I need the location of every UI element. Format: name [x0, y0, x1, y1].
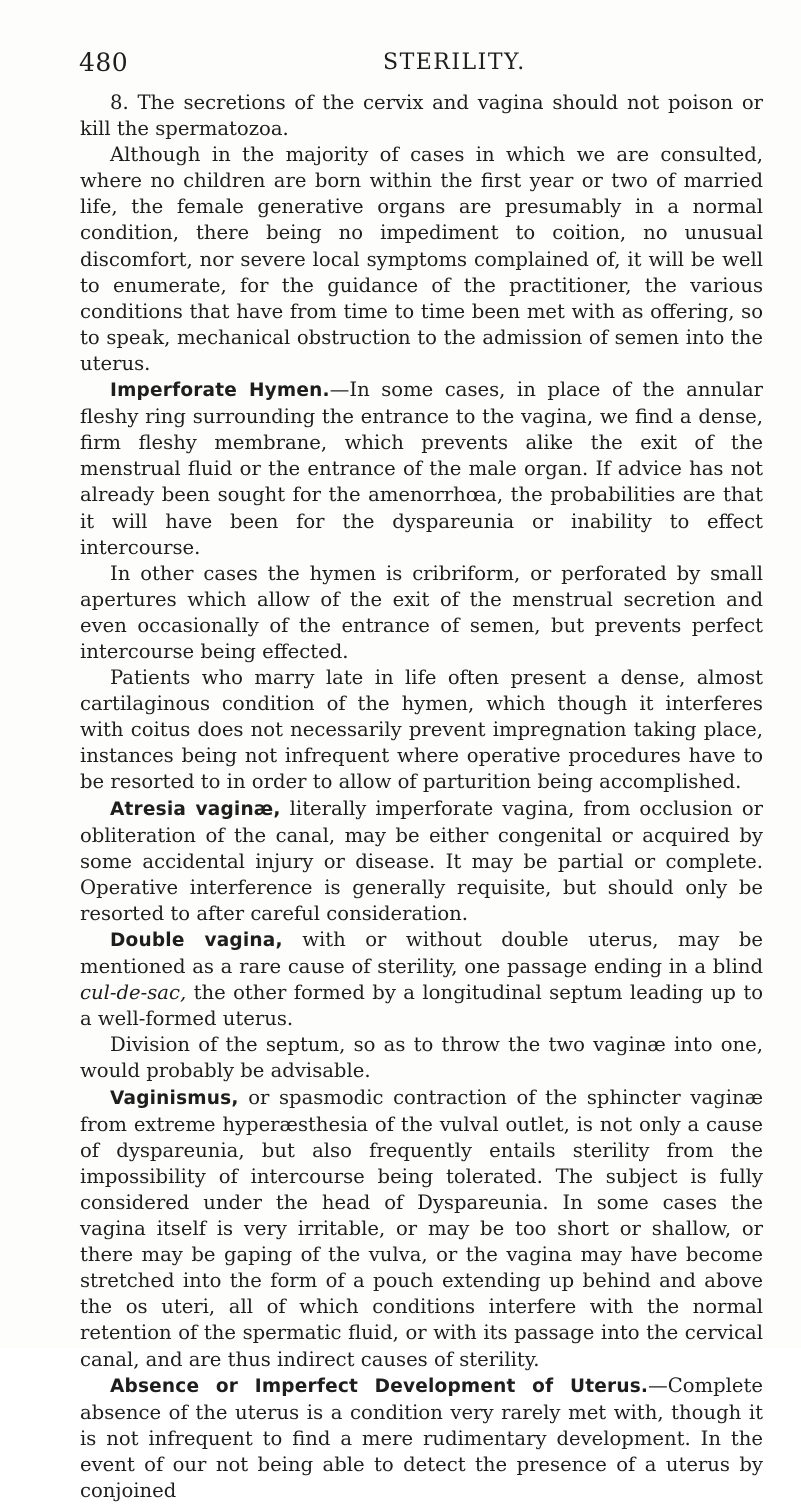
section-heading-absence-of-uterus: Absence or Imperfect Development of Uterus. — [110, 1375, 649, 1397]
paragraph-imperforate-hymen — [80, 377, 763, 561]
paragraph-text-continued: the other formed by a longitudinal septum leading up to a well-formed uterus. — [80, 981, 763, 1031]
page-header — [79, 48, 761, 82]
paragraph-text: Patients who marry late in life often present a dense, almost cartilaginous condition of the hymen, which though it interferes with coitus does not necessarily prevent impregnation taking place, instances being not infrequent where operative procedures have to be resorted to in order to allow of parturition being accomplished. — [80, 666, 763, 794]
paragraph-vaginismus — [80, 1085, 763, 1373]
section-heading-double-vagina: Double vagina, — [110, 930, 283, 951]
paragraph-double-vagina — [80, 927, 763, 1032]
paragraph-text: with or without double uterus, may be mentioned as a rare cause of sterility, one passage ending in a blind — [80, 928, 763, 979]
paragraph-mechanical-obstruction — [80, 142, 763, 377]
paragraph-text: —Complete absence of the uterus is a condition very rarely met with, though it is not infrequent to find a mere rudimentary development. In the event of our not being able to detect the presence of a uterus by conjoined — [80, 1373, 763, 1502]
paragraph-late-marriage — [80, 665, 763, 795]
paragraph-text: 8. The secretions of the cervix and vagina should not poison or kill the spermatozoa. — [80, 91, 763, 141]
section-heading-imperforate-hymen: Imperforate Hymen. — [110, 380, 330, 402]
paragraph-text: In other cases the hymen is cribriform, or perforated by small apertures which allow of the exit of the menstrual secretion and even occasionally of the entrance of semen, but prevents perfect intercourse being effected. — [80, 561, 763, 663]
paragraph-item-8 — [80, 90, 763, 142]
running-title: STERILITY. — [383, 50, 526, 75]
paragraph-text: Although in the majority of cases in which we are consulted, where no children are born within the first year or two of married life, the female generative organs are presumably in a normal condition, there being no impediment to coition, no unusual discomfort, nor severe local symptoms complained of, it will be well to enumerate, for the guidance of the practitioner, the various conditions that have from time to time been met with as offering, so to speak, mechanical obstruction to the admission of semen into the uterus. — [80, 143, 763, 375]
paragraph-absence-of-uterus — [80, 1373, 763, 1504]
paragraph-text: literally imperforate vagina, from occlusion or obliteration of the canal, may be either congenital or acquired by some accidental injury or disease. It may be partial or complete. Operative interference is generally requisite, but should only be resorted to after careful consideration. — [80, 796, 763, 925]
paragraph-cribriform-hymen — [80, 561, 763, 665]
paragraph-text: —In some cases, in place of the annular fleshy ring surrounding the entrance to the vagina, we find a dense, firm fleshy membrane, which prevents alike the exit of the menstrual fluid or the entrance of the male organ. If advice has not already been sought for the amenorrhœa, the probabilities are that it will have been for the dyspareunia or inability to effect intercourse. — [80, 378, 764, 559]
body-text — [80, 90, 763, 1504]
section-heading-atresia-vaginae: Atresia vaginæ, — [110, 798, 281, 820]
paragraph-atresia-vaginae — [80, 796, 763, 927]
paragraph-septum-division — [80, 1032, 763, 1084]
paragraph-text: or spasmodic contraction of the sphincter vaginæ from extreme hyperæsthesia of the vulval outlet, is not only a cause of dyspareunia, but also frequently entails sterility from the impossibility of intercourse being tolerated. The subject is fully considered under the head of Dyspareunia. In some cases the vagina itself is very irritable, or may be too short or shallow, or there may be gaping of the vulva, or the vagina may have become stretched into the form of a pouch extending up behind and above the os uteri, all of which conditions interfere with the normal retention of the spermatic fluid, or with its passage into the cervical canal, and are thus indirect causes of sterility. — [80, 1085, 763, 1371]
section-heading-vaginismus: Vaginismus, — [110, 1087, 239, 1109]
paragraph-text: Division of the septum, so as to throw the two vaginæ into one, would probably be advisable. — [80, 1033, 763, 1083]
italic-term: cul-de-sac, — [80, 981, 187, 1005]
page-number: 480 — [79, 48, 129, 77]
